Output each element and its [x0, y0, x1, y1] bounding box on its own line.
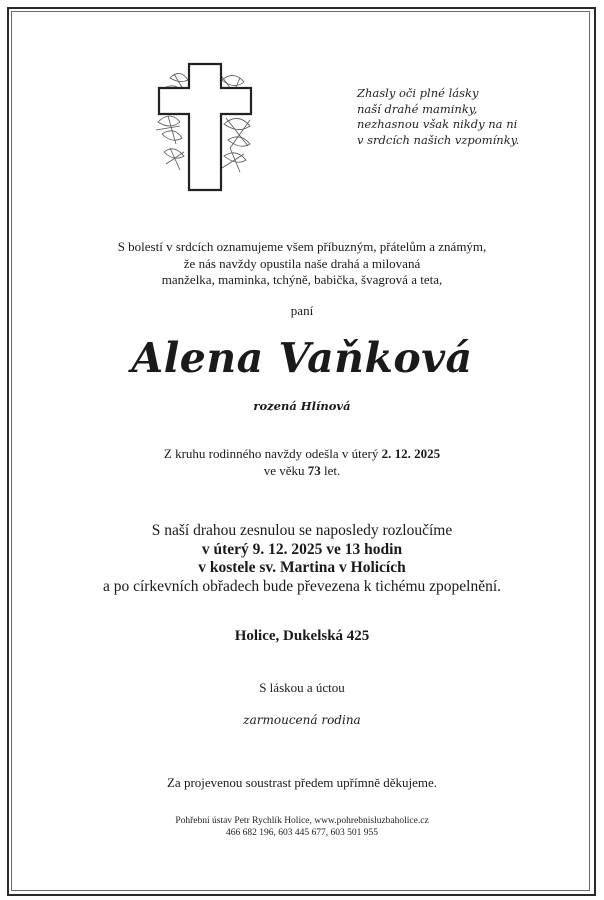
cross-with-lilies-icon — [150, 60, 260, 195]
deceased-name: Alena Vaňková — [131, 334, 473, 382]
announcement-line: že nás navždy opustila naše drahá a milovaná — [183, 255, 421, 271]
funeral-datetime: v úterý 9. 12. 2025 ve 13 hodin — [201, 540, 403, 558]
thanks-text: Za projevenou soustrast předem upřímně děkujeme. — [166, 775, 438, 790]
death-date: 2. 12. 2025 — [381, 446, 441, 461]
funeral-service-footer — [0, 815, 604, 839]
footer-company: Pohřební ústav Petr Rychlík Holice, www.pohrebnisluzbaholice.cz — [175, 816, 429, 826]
death-info — [0, 446, 604, 479]
age-line — [0, 463, 604, 480]
verse-line: nezhasnou však nikdy na ni — [357, 117, 518, 132]
salutation: paní — [290, 303, 314, 318]
verse-line: naší drahé maminky, — [357, 101, 478, 116]
death-date-line — [0, 446, 604, 463]
announcement-line: S bolestí v srdcích oznamujeme všem příbuzným, přátelům a známým, — [117, 239, 487, 254]
announcement-text — [0, 239, 604, 289]
memorial-verse — [357, 86, 537, 148]
verse-line: v srdcích našich vzpomínky. — [357, 132, 520, 147]
funeral-location: v kostele sv. Martina v Holicích — [198, 559, 406, 576]
funeral-info — [0, 522, 604, 596]
regards-text: S láskou a úctou — [259, 680, 345, 695]
signature: zarmoucená rodina — [243, 713, 361, 727]
age-suffix: let. — [320, 462, 341, 478]
death-date-prefix: Z kruhu rodinného navždy odešla v úterý — [163, 446, 382, 461]
footer-phones: 466 682 196, 603 445 677, 603 501 955 — [226, 828, 378, 838]
announcement-line: manželka, maminka, tchýně, babička, švagrová a teta, — [161, 272, 443, 287]
age-value: 73 — [307, 462, 321, 478]
funeral-intro: S naší drahou zesnulou se naposledy rozloučíme — [151, 522, 453, 539]
age-prefix: ve věku — [263, 462, 308, 478]
family-address: Holice, Dukelská 425 — [234, 628, 370, 644]
verse-line: Zhasly oči plné lásky — [357, 86, 479, 100]
maiden-name: rozená Hlínová — [253, 399, 351, 413]
funeral-cremation-note: a po církevních obřadech bude převezena k tichému zpopelnění. — [102, 577, 502, 595]
